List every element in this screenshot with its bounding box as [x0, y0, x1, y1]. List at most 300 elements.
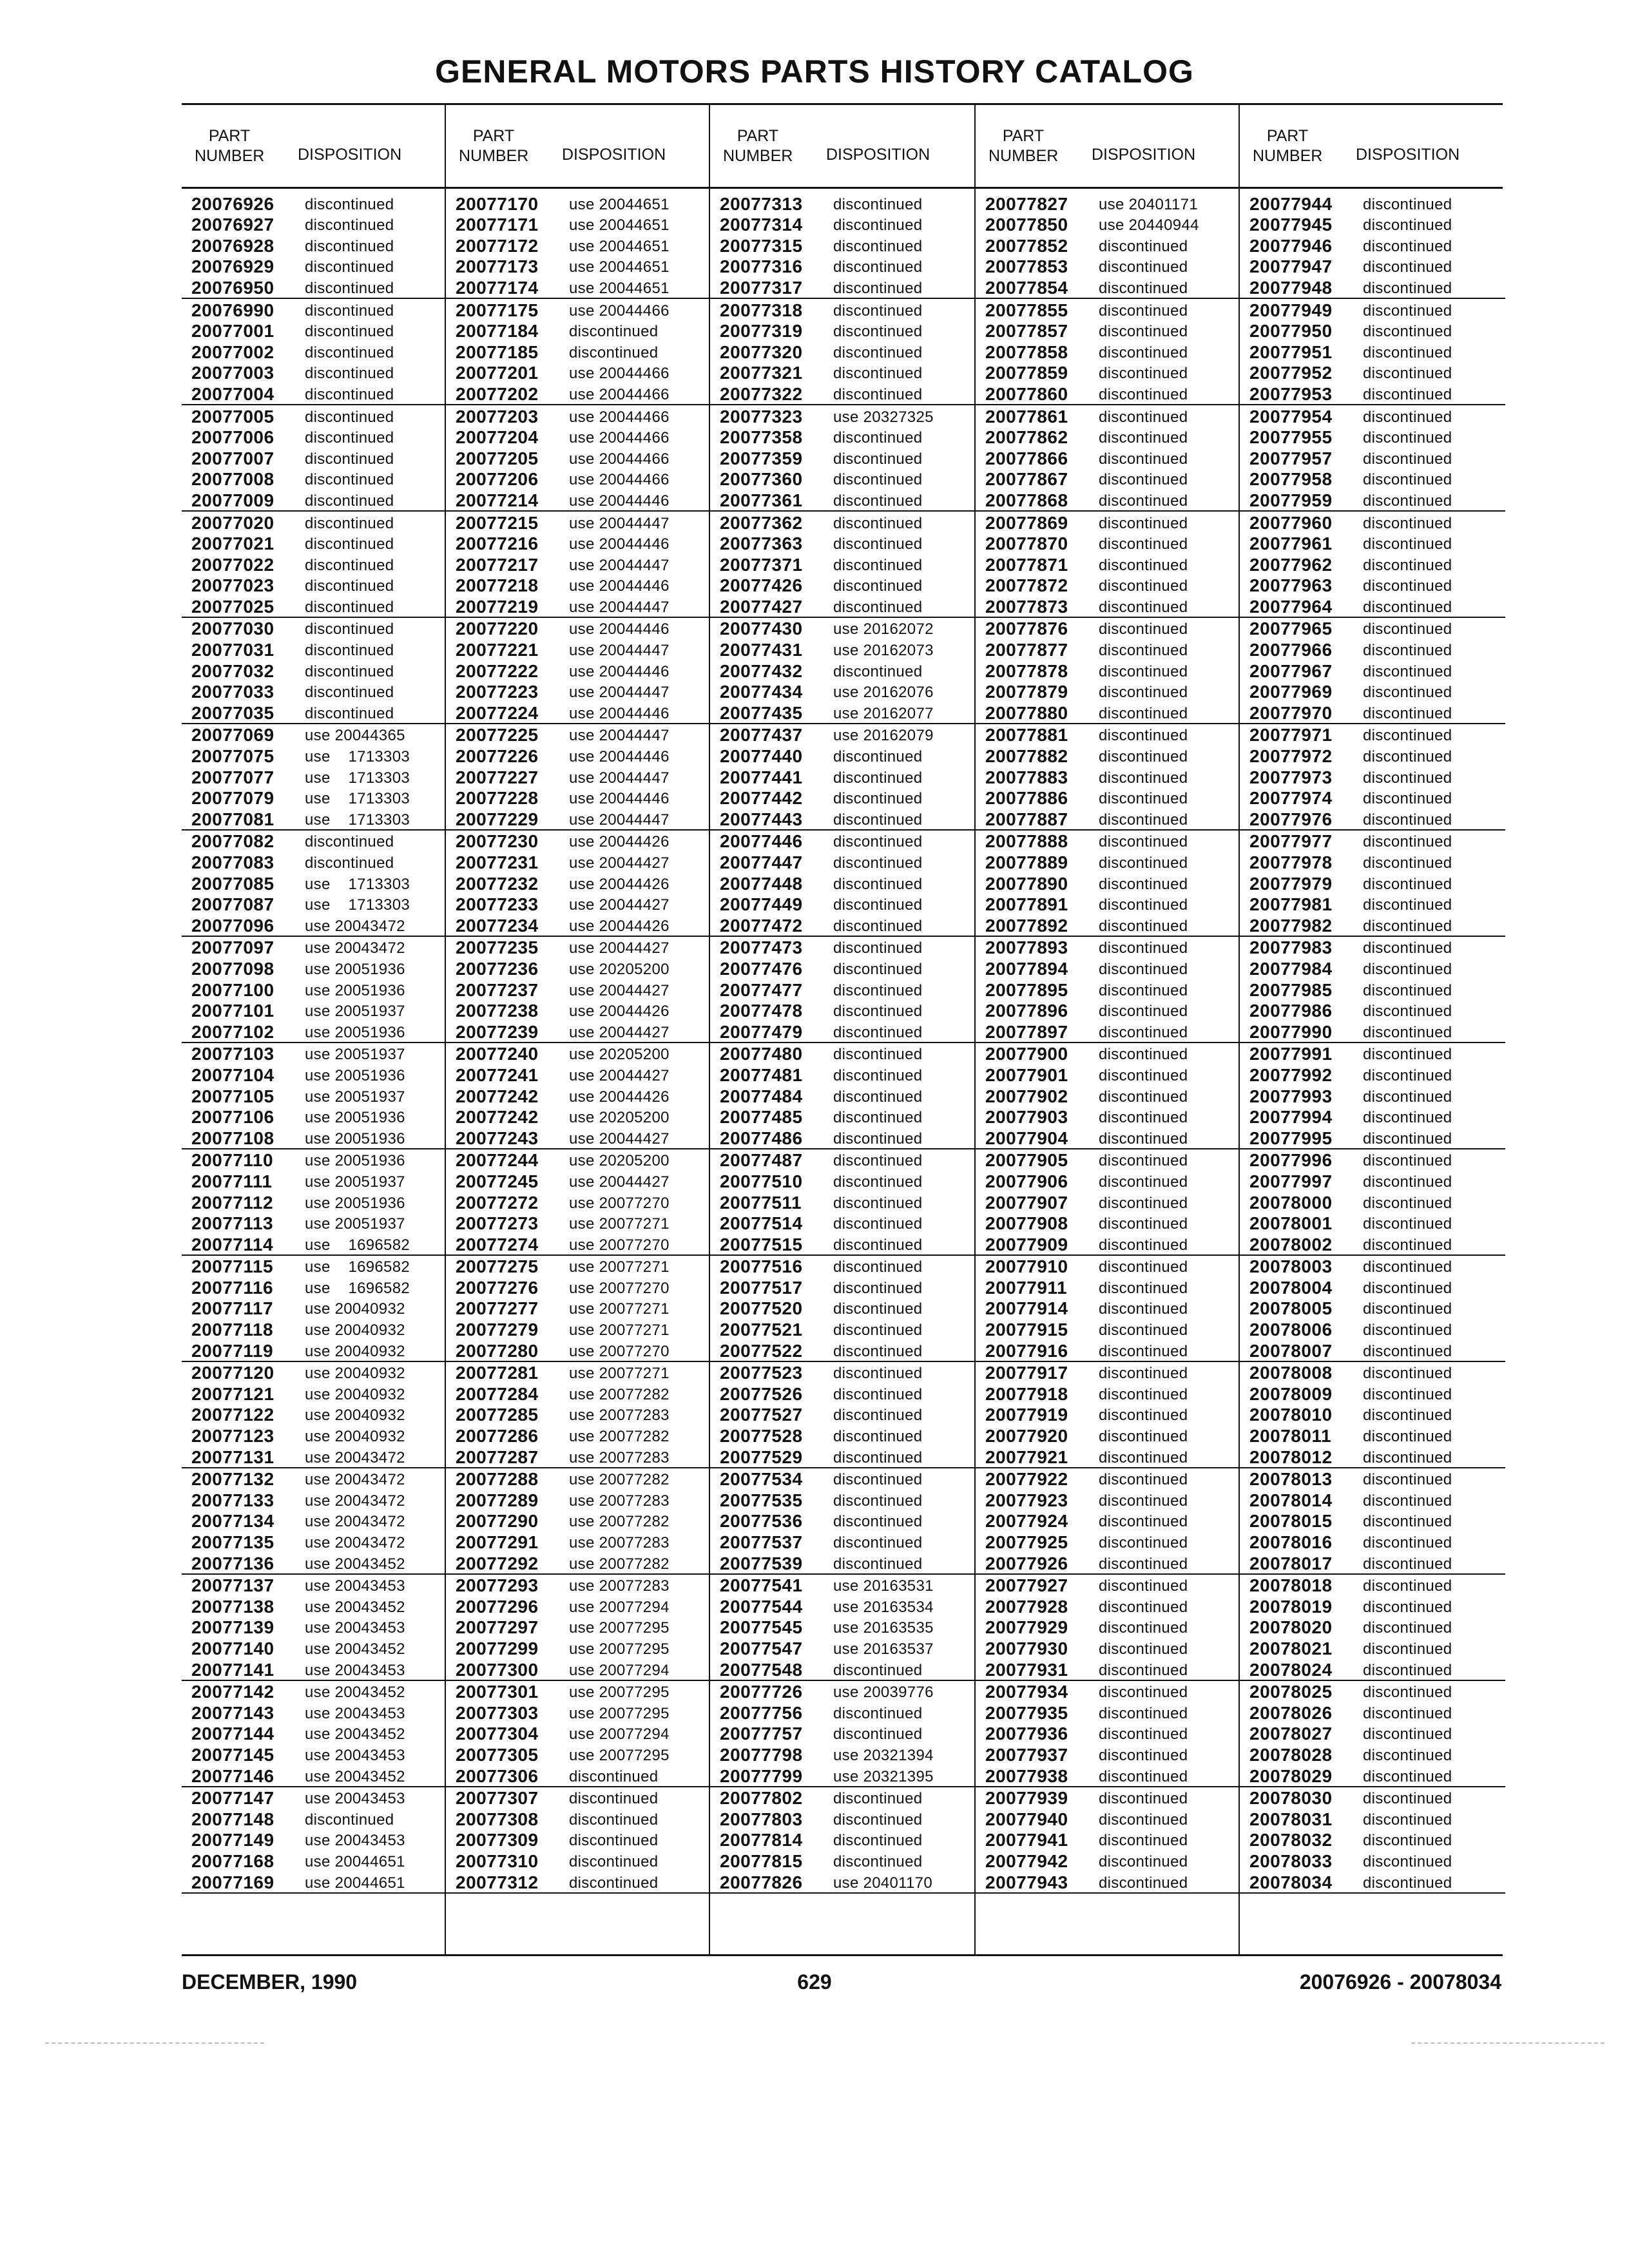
table-row [1240, 405, 1505, 427]
table-row [1240, 1489, 1505, 1510]
table-row [976, 1617, 1241, 1638]
disposition: discontinued [1363, 1173, 1452, 1191]
table-row [182, 957, 447, 979]
disposition: discontinued [833, 1342, 923, 1360]
part-number: 20077947 [1249, 256, 1333, 277]
part-number: 20077857 [985, 321, 1068, 341]
disposition: discontinued [1363, 642, 1452, 660]
part-number: 20077448 [720, 873, 803, 894]
table-row [1240, 299, 1505, 320]
part-number: 20077226 [456, 746, 539, 767]
disposition: discontinued [1363, 790, 1452, 808]
table-row [1240, 1637, 1505, 1658]
part-number: 20077274 [456, 1234, 539, 1254]
table-row [446, 595, 711, 618]
part-number: 20077958 [1249, 469, 1333, 490]
disposition: use 20044447 [569, 684, 670, 702]
disposition: discontinued [569, 1832, 659, 1850]
part-number: 20077104 [191, 1064, 275, 1085]
table-row [976, 1510, 1241, 1532]
table-row [182, 1298, 447, 1319]
disposition: discontinued [1363, 1874, 1452, 1892]
disposition: use 20043452 [305, 1725, 405, 1744]
disposition: discontinued [1099, 1385, 1188, 1403]
disposition: discontinued [1363, 1555, 1452, 1573]
disposition: discontinued [1099, 1407, 1188, 1425]
disposition: discontinued [833, 216, 923, 235]
table-row [1240, 914, 1505, 937]
disposition: discontinued [1363, 1725, 1452, 1744]
table-row [446, 383, 711, 405]
table-row [446, 1383, 711, 1404]
table-row [446, 1213, 711, 1234]
disposition: discontinued [833, 1129, 923, 1148]
table-row [182, 1085, 447, 1106]
table-row [446, 1575, 711, 1596]
part-number: 20077303 [456, 1702, 539, 1723]
part-number: 20077889 [985, 852, 1068, 872]
table-row [710, 1404, 976, 1425]
part-number: 20077967 [1249, 660, 1333, 681]
disposition: discontinued [1099, 790, 1188, 808]
part-number: 20077238 [456, 1001, 539, 1021]
table-row [446, 1829, 711, 1850]
table-row [710, 1106, 976, 1128]
part-number: 20077218 [456, 575, 539, 596]
table-row [976, 533, 1241, 554]
table-row [1240, 1595, 1505, 1617]
part-number: 20077304 [456, 1724, 539, 1744]
table-row [710, 427, 976, 448]
disposition: discontinued [833, 429, 923, 447]
disposition: use 20044447 [569, 514, 670, 532]
disposition: use 20044427 [569, 1173, 670, 1191]
part-number: 20077799 [720, 1765, 803, 1786]
table-row [976, 193, 1241, 214]
disposition: discontinued [1099, 514, 1188, 532]
table-row [1240, 979, 1505, 1000]
part-number: 20077204 [456, 427, 539, 448]
part-number: 20077803 [720, 1809, 803, 1829]
table-row [446, 724, 711, 745]
disposition: use 20044447 [569, 556, 670, 574]
part-number: 20077284 [456, 1383, 539, 1404]
part-number: 20077131 [191, 1446, 275, 1467]
table-row [182, 405, 447, 427]
part-number: 20077516 [720, 1256, 803, 1277]
table-row [446, 1531, 711, 1552]
table-row [1240, 660, 1505, 681]
part-number: 20077923 [985, 1490, 1068, 1510]
disposition: use 20044446 [569, 620, 670, 639]
part-number: 20077894 [985, 958, 1068, 979]
disposition: use 20205200 [569, 1046, 670, 1064]
table-row [182, 1256, 447, 1277]
table-row [710, 745, 976, 766]
table-row [1240, 787, 1505, 809]
table-row [182, 872, 447, 894]
table-row [182, 724, 447, 745]
disposition: use 20044427 [569, 1023, 670, 1041]
table-row [446, 787, 711, 809]
table-row [976, 979, 1241, 1000]
table-row [1240, 1723, 1505, 1744]
disposition: discontinued [833, 960, 923, 978]
part-number: 20077030 [191, 619, 275, 639]
table-row [710, 724, 976, 745]
part-number: 20077534 [720, 1469, 803, 1490]
table-row [976, 595, 1241, 618]
disposition: discontinued [833, 195, 923, 213]
part-number: 20077434 [720, 682, 803, 702]
table-row [1240, 1043, 1505, 1064]
table-row [1240, 1468, 1505, 1490]
part-number: 20077965 [1249, 619, 1333, 639]
disposition: discontinued [833, 1428, 923, 1446]
disposition: use 20044466 [569, 471, 670, 489]
disposition: discontinued [1099, 1640, 1188, 1658]
disposition: discontinued [1099, 429, 1188, 447]
table-row [1240, 1765, 1505, 1787]
part-number: 20077114 [191, 1234, 274, 1254]
part-number: 20077117 [191, 1298, 274, 1319]
part-number: 20078000 [1249, 1192, 1333, 1213]
part-number: 20077861 [985, 406, 1068, 427]
disposition: use 20077295 [569, 1684, 670, 1702]
table-row [710, 1340, 976, 1362]
part-number: 20077220 [456, 619, 539, 639]
table-row [976, 1318, 1241, 1340]
part-number: 20077954 [1249, 406, 1333, 427]
part-number: 20077948 [1249, 277, 1333, 298]
table-row [182, 1829, 447, 1850]
part-number: 20077362 [720, 512, 803, 533]
table-row [976, 1595, 1241, 1617]
disposition: discontinued [569, 1790, 659, 1808]
part-number: 20077135 [191, 1532, 275, 1552]
table-row [976, 937, 1241, 958]
disposition: use 20043452 [305, 1767, 405, 1785]
part-number: 20077108 [191, 1128, 275, 1148]
part-number: 20077959 [1249, 490, 1333, 510]
table-row [182, 1383, 447, 1404]
part-number: 20077145 [191, 1744, 275, 1765]
disposition: discontinued [1099, 323, 1188, 341]
disposition: discontinued [1363, 1365, 1452, 1383]
part-number: 20077926 [985, 1553, 1068, 1573]
table-row [446, 447, 711, 468]
disposition: use 20044447 [569, 727, 670, 745]
table-row [1240, 1617, 1505, 1638]
disposition: discontinued [833, 833, 923, 851]
table-row [710, 447, 976, 468]
column-header [976, 103, 1241, 187]
part-number: 20077100 [191, 979, 275, 1000]
part-number: 20077142 [191, 1682, 275, 1702]
table-row [1240, 937, 1505, 958]
part-number: 20077007 [191, 448, 275, 468]
table-row [1240, 1702, 1505, 1723]
part-number: 20077858 [985, 341, 1068, 362]
part-number: 20077231 [456, 852, 539, 872]
table-row [976, 1871, 1241, 1894]
table-row [446, 1552, 711, 1575]
disposition: discontinued [833, 1365, 923, 1383]
catalog-column [182, 103, 447, 1894]
table-row [976, 1233, 1241, 1256]
table-row [182, 235, 447, 256]
disposition: use 20043472 [305, 939, 405, 957]
part-number: 20077481 [720, 1064, 803, 1085]
part-number: 20077996 [1249, 1150, 1333, 1171]
table-row [710, 299, 976, 320]
disposition: use 20077270 [569, 1236, 670, 1254]
disposition: discontinued [833, 1258, 923, 1276]
part-number: 20076927 [191, 215, 275, 235]
disposition: use 20044446 [569, 748, 670, 766]
table-row [1240, 362, 1505, 383]
column-header [710, 103, 976, 187]
part-number: 20077289 [456, 1490, 539, 1510]
table-row [446, 1702, 711, 1723]
table-row [1240, 1362, 1505, 1383]
disposition: discontinued [305, 279, 394, 297]
disposition: discontinued [833, 769, 923, 787]
disposition: use 20163535 [833, 1619, 934, 1637]
part-number: 20077955 [1249, 427, 1333, 448]
table-row [446, 533, 711, 554]
disposition: discontinued [1363, 854, 1452, 872]
part-number: 20077427 [720, 596, 803, 617]
disposition: discontinued [569, 1811, 659, 1829]
table-row [1240, 831, 1505, 852]
disposition: use 20044446 [569, 577, 670, 595]
disposition: use 20044651 [305, 1852, 405, 1870]
table-row [446, 851, 711, 872]
part-number: 20077121 [191, 1383, 275, 1404]
disposition: discontinued [1363, 1129, 1452, 1148]
table-row [976, 1404, 1241, 1425]
part-number: 20078019 [1249, 1596, 1333, 1617]
table-row [976, 1765, 1241, 1787]
disposition: discontinued [1099, 1534, 1188, 1552]
table-row [710, 1489, 976, 1510]
table-row [710, 1149, 976, 1171]
table-row [446, 1658, 711, 1681]
table-row [1240, 1404, 1505, 1425]
part-number: 20077020 [191, 512, 275, 533]
table-row [446, 745, 711, 766]
disposition: discontinued [1099, 1342, 1188, 1360]
table-row [710, 235, 976, 256]
part-number: 20077120 [191, 1363, 275, 1383]
table-row [182, 914, 447, 937]
part-number: 20077478 [720, 1001, 803, 1021]
disposition: discontinued [1099, 1279, 1188, 1297]
disposition: discontinued [569, 1852, 659, 1870]
part-number: 20077905 [985, 1150, 1068, 1171]
disposition: use 20051937 [305, 1215, 405, 1233]
disposition: use 20044426 [569, 1088, 670, 1106]
table-row [710, 851, 976, 872]
disposition: discontinued [1099, 1704, 1188, 1722]
table-row [1240, 724, 1505, 745]
disposition: discontinued [833, 1300, 923, 1318]
part-number: 20077426 [720, 575, 803, 596]
disposition: discontinued [1099, 302, 1188, 320]
part-number: 20077919 [985, 1405, 1068, 1425]
table-row [182, 553, 447, 575]
part-number: 20077886 [985, 788, 1068, 809]
disposition: use 20040932 [305, 1365, 405, 1383]
part-number: 20077867 [985, 469, 1068, 490]
part-number: 20077032 [191, 660, 275, 681]
disposition: discontinued [1099, 1023, 1188, 1041]
table-row [446, 1318, 711, 1340]
table-row [710, 1000, 976, 1021]
disposition: use 20044446 [569, 492, 670, 510]
disposition: discontinued [833, 1790, 923, 1808]
table-row [976, 320, 1241, 341]
part-number: 20078005 [1249, 1298, 1333, 1319]
part-number: 20077112 [191, 1192, 274, 1213]
part-number: 20077548 [720, 1659, 803, 1680]
table-row [182, 618, 447, 639]
disposition: discontinued [1099, 535, 1188, 553]
disposition: use 20040932 [305, 1385, 405, 1403]
disposition: discontinued [1099, 1746, 1188, 1764]
scan-artifact [45, 2042, 264, 2044]
disposition: discontinued [1363, 237, 1452, 255]
disposition: use 20077294 [569, 1598, 670, 1616]
part-number: 20077981 [1249, 894, 1333, 915]
part-number: 20077973 [1249, 767, 1333, 787]
part-number: 20077949 [1249, 300, 1333, 320]
disposition: use 20044651 [569, 279, 670, 297]
disposition: discontinued [1099, 1555, 1188, 1573]
disposition: use 20077294 [569, 1661, 670, 1679]
table-row [710, 1575, 976, 1596]
disposition: discontinued [1363, 704, 1452, 722]
part-number: 20077440 [720, 746, 803, 767]
disposition: discontinued [1363, 1704, 1452, 1722]
part-number: 20077431 [720, 640, 803, 660]
disposition: discontinued [1099, 1173, 1188, 1191]
part-number: 20077297 [456, 1617, 539, 1638]
disposition: use 20044447 [569, 769, 670, 787]
part-number: 20077023 [191, 575, 275, 596]
disposition: use 20043453 [305, 1746, 405, 1764]
table-row [182, 214, 447, 235]
disposition: discontinued [1099, 854, 1188, 872]
table-row [710, 660, 976, 681]
part-number-header: PART NUMBER [988, 127, 1059, 165]
disposition: discontinued [1099, 1577, 1188, 1595]
part-number: 20077815 [720, 1850, 803, 1871]
disposition: use 20321395 [833, 1767, 934, 1785]
disposition: discontinued [1099, 1003, 1188, 1021]
part-number: 20077866 [985, 448, 1068, 468]
table-row [976, 1340, 1241, 1362]
disposition: discontinued [833, 450, 923, 468]
part-number: 20077312 [456, 1872, 539, 1892]
disposition: discontinued [1363, 556, 1452, 574]
part-number: 20077545 [720, 1617, 803, 1638]
disposition: discontinued [305, 556, 394, 574]
table-row [1240, 681, 1505, 702]
part-range: 20076926 - 20078034 [1299, 1970, 1501, 1994]
disposition: use 20077282 [569, 1471, 670, 1489]
table-row [446, 362, 711, 383]
part-number: 20077892 [985, 915, 1068, 936]
disposition: discontinued [305, 1811, 394, 1829]
table-row [1240, 1298, 1505, 1319]
disposition: discontinued [1363, 769, 1452, 787]
part-number: 20077536 [720, 1511, 803, 1532]
part-number: 20077931 [985, 1659, 1068, 1680]
disposition-header: DISPOSITION [298, 146, 402, 164]
part-number: 20077929 [985, 1617, 1068, 1638]
table-row [446, 872, 711, 894]
disposition: discontinued [1099, 1492, 1188, 1510]
table-row [1240, 745, 1505, 766]
disposition: discontinued [833, 1407, 923, 1425]
part-number: 20077900 [985, 1044, 1068, 1064]
catalog-column [976, 103, 1241, 1894]
part-number: 20077891 [985, 894, 1068, 915]
part-number: 20077970 [1249, 702, 1333, 723]
part-number: 20077202 [456, 383, 539, 404]
disposition: discontinued [569, 323, 659, 341]
disposition: use 20077271 [569, 1365, 670, 1383]
table-row [710, 1510, 976, 1532]
table-row [1240, 235, 1505, 256]
disposition: discontinued [305, 684, 394, 702]
table-row [182, 1637, 447, 1658]
part-number: 20078031 [1249, 1809, 1333, 1829]
table-row [710, 193, 976, 214]
part-number: 20077906 [985, 1171, 1068, 1191]
part-number: 20077082 [191, 831, 275, 852]
disposition: discontinued [1099, 1811, 1188, 1829]
part-number: 20077855 [985, 300, 1068, 320]
disposition: use 20051936 [305, 1066, 405, 1084]
disposition: use 20077270 [569, 1194, 670, 1212]
table-row [446, 256, 711, 277]
part-number: 20077300 [456, 1659, 539, 1680]
table-row [446, 405, 711, 427]
disposition: discontinued [1099, 642, 1188, 660]
table-row [182, 1531, 447, 1552]
table-row [1240, 320, 1505, 341]
table-row [182, 1404, 447, 1425]
table-row [710, 1064, 976, 1085]
part-number: 20077277 [456, 1298, 539, 1319]
table-row [182, 1681, 447, 1702]
part-number: 20077870 [985, 533, 1068, 554]
part-number: 20077235 [456, 937, 539, 958]
part-number: 20077850 [985, 215, 1068, 235]
table-row [446, 1489, 711, 1510]
table-row [710, 1871, 976, 1894]
table-row [710, 1298, 976, 1319]
disposition: discontinued [1099, 1428, 1188, 1446]
part-number: 20077105 [191, 1086, 275, 1106]
part-number: 20077938 [985, 1765, 1068, 1786]
disposition: discontinued [1363, 258, 1452, 276]
part-number: 20077904 [985, 1128, 1068, 1148]
part-number: 20077977 [1249, 831, 1333, 852]
